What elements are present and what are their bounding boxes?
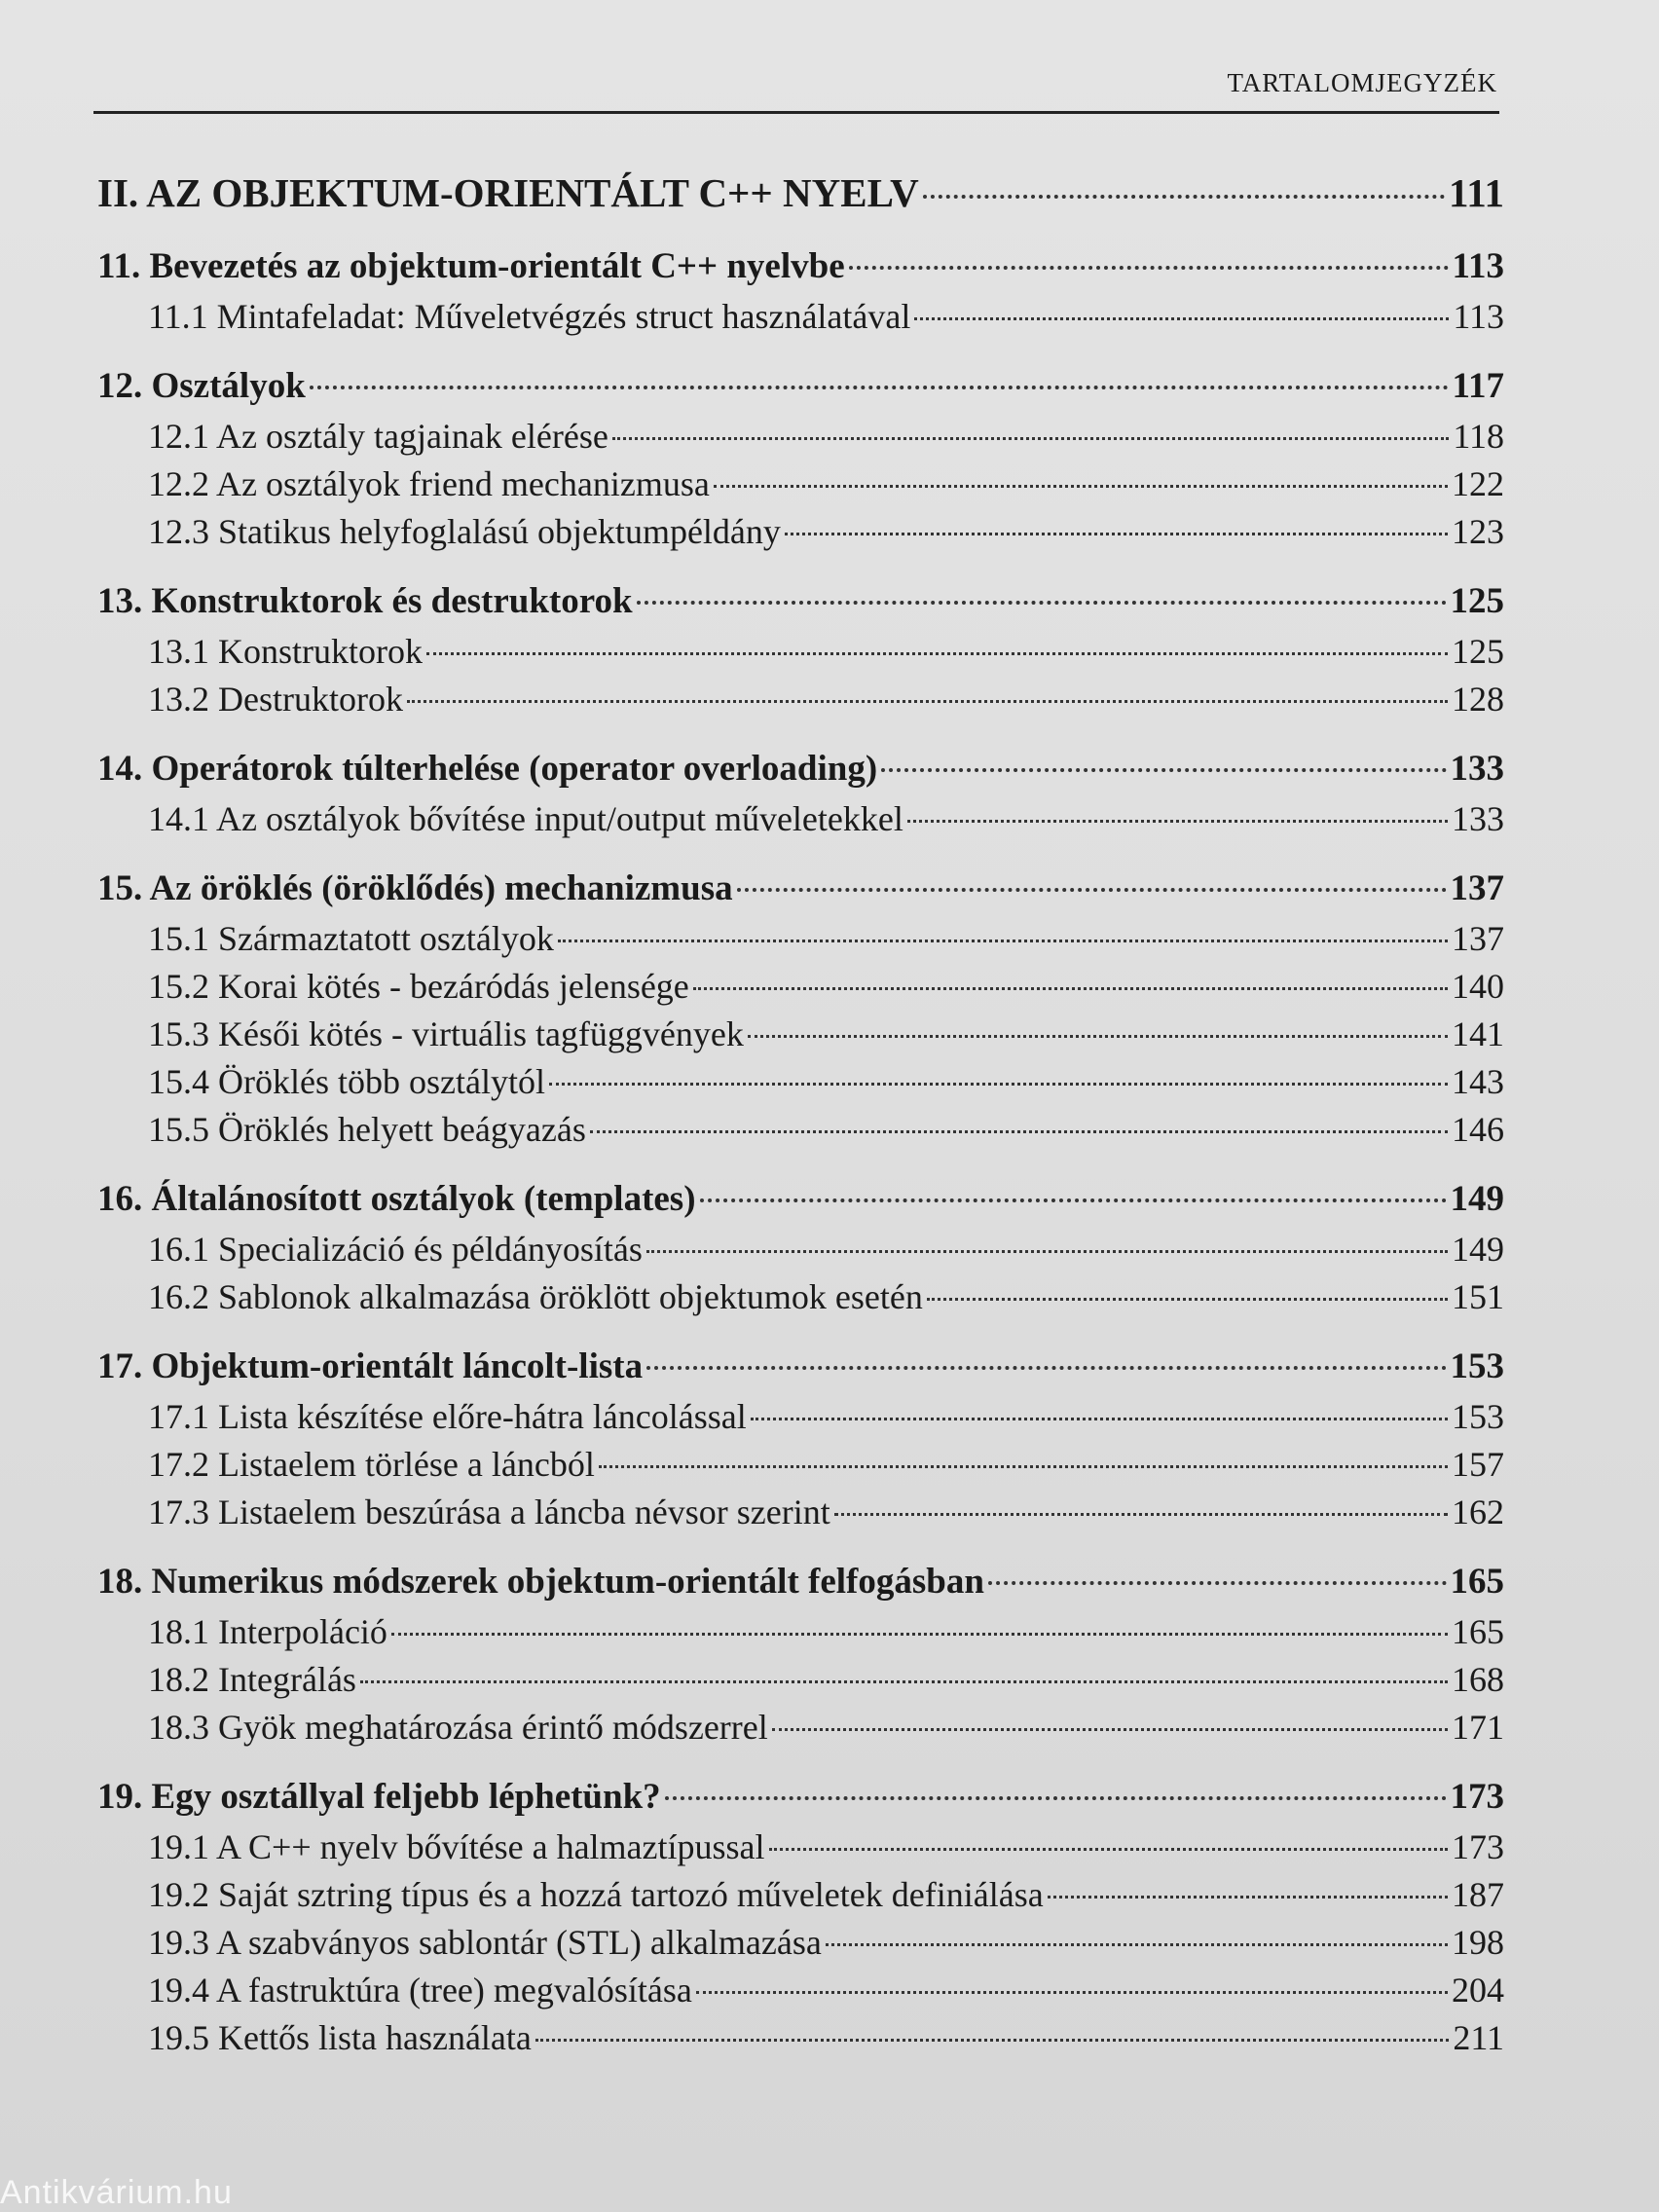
header-rule bbox=[93, 111, 1499, 114]
chapter-entry bbox=[97, 1561, 1504, 1611]
section-title: 12.1 Az osztály tagjainak elérése bbox=[148, 417, 608, 456]
leader-dots bbox=[751, 1418, 1448, 1420]
chapter-list bbox=[97, 245, 1504, 2065]
chapter-page-number: 149 bbox=[1450, 1179, 1504, 1219]
section-title: 13.2 Destruktorok bbox=[148, 680, 403, 719]
section-page-number: 133 bbox=[1452, 799, 1504, 838]
chapter-title: 15. Az öröklés (öröklődés) mechanizmusa bbox=[97, 868, 733, 908]
toc-chapter bbox=[97, 1178, 1504, 1324]
section-page-number: 125 bbox=[1452, 632, 1504, 671]
leader-dots bbox=[834, 1513, 1448, 1516]
leader-dots bbox=[849, 266, 1449, 270]
section-title: 16.2 Sablonok alkalmazása öröklött objektumok esetén bbox=[148, 1277, 923, 1316]
section-entry bbox=[97, 679, 1504, 726]
section-page-number: 128 bbox=[1452, 680, 1504, 719]
section-entry bbox=[97, 1492, 1504, 1539]
leader-dots bbox=[914, 317, 1449, 320]
section-entry bbox=[97, 1061, 1504, 1109]
section-entry bbox=[97, 1109, 1504, 1157]
chapter-page-number: 125 bbox=[1450, 581, 1504, 621]
part-title: II. AZ OBJEKTUM-ORIENTÁLT C++ NYELV bbox=[97, 170, 919, 215]
section-title: 15.1 Származtatott osztályok bbox=[148, 919, 554, 958]
section-page-number: 118 bbox=[1453, 417, 1504, 456]
section-entry bbox=[97, 1659, 1504, 1707]
chapter-entry bbox=[97, 580, 1504, 631]
section-page-number: 143 bbox=[1452, 1062, 1504, 1101]
section-title: 19.1 A C++ nyelv bővítése a halmaztípussal bbox=[148, 1827, 765, 1866]
leader-dots bbox=[558, 940, 1448, 942]
toc-chapter bbox=[97, 1561, 1504, 1754]
leader-dots bbox=[881, 768, 1446, 772]
chapter-page-number: 165 bbox=[1450, 1562, 1504, 1602]
section-page-number: 187 bbox=[1452, 1875, 1504, 1914]
section-entry bbox=[97, 1444, 1504, 1492]
chapter-page-number: 173 bbox=[1450, 1777, 1504, 1817]
chapter-title: 19. Egy osztállyal feljebb léphetünk? bbox=[97, 1777, 661, 1817]
leader-dots bbox=[785, 533, 1448, 535]
chapter-page-number: 153 bbox=[1450, 1346, 1504, 1386]
leader-dots bbox=[748, 1035, 1448, 1038]
section-page-number: 149 bbox=[1452, 1230, 1504, 1269]
chapter-entry bbox=[97, 748, 1504, 798]
section-page-number: 171 bbox=[1452, 1708, 1504, 1747]
section-title: 15.2 Korai kötés - bezáródás jelensége bbox=[148, 967, 689, 1006]
leader-dots bbox=[549, 1083, 1448, 1086]
section-entry bbox=[97, 1611, 1504, 1659]
section-title: 11.1 Mintafeladat: Műveletvégzés struct használatával bbox=[148, 297, 911, 336]
leader-dots bbox=[637, 601, 1447, 605]
section-entry bbox=[97, 296, 1504, 344]
section-title: 12.2 Az osztályok friend mechanizmusa bbox=[148, 464, 710, 503]
leader-dots bbox=[646, 1250, 1448, 1253]
section-title: 14.1 Az osztályok bővítése input/output műveletekkel bbox=[148, 799, 903, 838]
leader-dots bbox=[927, 1298, 1448, 1301]
section-entry bbox=[97, 463, 1504, 511]
part-heading bbox=[97, 169, 1504, 216]
section-page-number: 151 bbox=[1452, 1277, 1504, 1316]
chapter-title: 13. Konstruktorok és destruktorok bbox=[97, 581, 633, 621]
leader-dots bbox=[772, 1728, 1448, 1731]
leader-dots bbox=[665, 1796, 1447, 1800]
leader-dots bbox=[988, 1581, 1447, 1585]
leader-dots bbox=[1048, 1896, 1448, 1899]
section-entry bbox=[97, 798, 1504, 846]
leader-dots bbox=[590, 1130, 1448, 1133]
leader-dots bbox=[923, 195, 1445, 199]
table-of-contents bbox=[97, 169, 1504, 2086]
chapter-page-number: 117 bbox=[1452, 366, 1504, 406]
part-page-number: 111 bbox=[1449, 170, 1504, 215]
section-title: 19.4 A fastruktúra (tree) megvalósítása bbox=[148, 1971, 692, 2009]
section-entry bbox=[97, 1707, 1504, 1754]
leader-dots bbox=[769, 1848, 1448, 1851]
chapter-page-number: 133 bbox=[1450, 749, 1504, 789]
leader-dots bbox=[714, 485, 1448, 488]
section-page-number: 140 bbox=[1452, 967, 1504, 1006]
section-page-number: 123 bbox=[1452, 512, 1504, 551]
leader-dots bbox=[693, 987, 1448, 990]
section-entry bbox=[97, 1014, 1504, 1061]
section-entry bbox=[97, 966, 1504, 1014]
section-entry bbox=[97, 2017, 1504, 2065]
section-title: 17.3 Listaelem beszúrása a láncba névsor szerint bbox=[148, 1493, 830, 1531]
leader-dots bbox=[737, 888, 1447, 892]
leader-dots bbox=[535, 2039, 1449, 2042]
section-title: 15.4 Öröklés több osztálytól bbox=[148, 1062, 545, 1101]
section-title: 15.3 Késői kötés - virtuális tagfüggvények bbox=[148, 1014, 744, 1053]
chapter-page-number: 113 bbox=[1452, 246, 1504, 286]
toc-chapter bbox=[97, 365, 1504, 559]
leader-dots bbox=[612, 437, 1450, 440]
watermark: Antikvárium.hu bbox=[0, 2174, 233, 2211]
section-page-number: 198 bbox=[1452, 1923, 1504, 1962]
leader-dots bbox=[407, 700, 1448, 703]
section-title: 17.1 Lista készítése előre-hátra láncolással bbox=[148, 1397, 747, 1436]
section-entry bbox=[97, 1874, 1504, 1922]
leader-dots bbox=[391, 1633, 1448, 1636]
section-page-number: 137 bbox=[1452, 919, 1504, 958]
section-page-number: 153 bbox=[1452, 1397, 1504, 1436]
section-title: 17.2 Listaelem törlése a láncból bbox=[148, 1445, 595, 1484]
leader-dots bbox=[907, 820, 1448, 823]
section-title: 15.5 Öröklés helyett beágyazás bbox=[148, 1110, 586, 1149]
section-title: 12.3 Statikus helyfoglalású objektumpéldány bbox=[148, 512, 781, 551]
section-page-number: 168 bbox=[1452, 1660, 1504, 1699]
chapter-entry bbox=[97, 1776, 1504, 1826]
chapter-title: 16. Általánosított osztályok (templates) bbox=[97, 1179, 696, 1219]
section-title: 18.1 Interpoláció bbox=[148, 1612, 387, 1651]
section-title: 13.1 Konstruktorok bbox=[148, 632, 423, 671]
leader-dots bbox=[426, 652, 1448, 655]
section-title: 19.3 A szabványos sablontár (STL) alkalmazása bbox=[148, 1923, 822, 1962]
section-entry bbox=[97, 511, 1504, 559]
leader-dots bbox=[700, 1198, 1447, 1202]
toc-chapter bbox=[97, 1346, 1504, 1539]
chapter-page-number: 137 bbox=[1450, 868, 1504, 908]
chapter-title: 14. Operátorok túlterhelése (operator overloading) bbox=[97, 749, 878, 789]
section-entry bbox=[97, 1970, 1504, 2017]
section-page-number: 157 bbox=[1452, 1445, 1504, 1484]
section-title: 18.3 Gyök meghatározása érintő módszerrel bbox=[148, 1708, 768, 1747]
chapter-title: 18. Numerikus módszerek objektum-orientált felfogásban bbox=[97, 1562, 984, 1602]
section-page-number: 165 bbox=[1452, 1612, 1504, 1651]
section-page-number: 122 bbox=[1452, 464, 1504, 503]
chapter-entry bbox=[97, 245, 1504, 296]
running-head: TARTALOMJEGYZÉK bbox=[1227, 68, 1497, 97]
chapter-entry bbox=[97, 1178, 1504, 1229]
chapter-title: 12. Osztályok bbox=[97, 366, 306, 406]
leader-dots bbox=[646, 1366, 1446, 1370]
toc-chapter bbox=[97, 245, 1504, 344]
chapter-title: 11. Bevezetés az objektum-orientált C++ nyelvbe bbox=[97, 246, 845, 286]
section-page-number: 162 bbox=[1452, 1493, 1504, 1531]
section-page-number: 113 bbox=[1453, 297, 1504, 336]
section-title: 16.1 Specializáció és példányosítás bbox=[148, 1230, 643, 1269]
section-entry bbox=[97, 1396, 1504, 1444]
section-title: 19.5 Kettős lista használata bbox=[148, 2018, 532, 2057]
section-title: 19.2 Saját sztring típus és a hozzá tartozó műveletek definiálása bbox=[148, 1875, 1044, 1914]
toc-chapter bbox=[97, 580, 1504, 726]
section-entry bbox=[97, 918, 1504, 966]
section-page-number: 173 bbox=[1452, 1827, 1504, 1866]
section-entry bbox=[97, 1826, 1504, 1874]
leader-dots bbox=[360, 1680, 1448, 1683]
section-page-number: 146 bbox=[1452, 1110, 1504, 1149]
leader-dots bbox=[826, 1943, 1448, 1946]
section-page-number: 204 bbox=[1452, 1971, 1504, 2009]
section-entry bbox=[97, 1276, 1504, 1324]
leader-dots bbox=[310, 386, 1449, 389]
toc-chapter bbox=[97, 748, 1504, 846]
leader-dots bbox=[599, 1465, 1448, 1468]
chapter-entry bbox=[97, 1346, 1504, 1396]
toc-chapter bbox=[97, 1776, 1504, 2065]
leader-dots bbox=[696, 1991, 1448, 1994]
section-entry bbox=[97, 631, 1504, 679]
chapter-entry bbox=[97, 365, 1504, 416]
section-entry bbox=[97, 1229, 1504, 1276]
chapter-entry bbox=[97, 867, 1504, 918]
section-page-number: 211 bbox=[1453, 2018, 1504, 2057]
section-page-number: 141 bbox=[1452, 1014, 1504, 1053]
chapter-title: 17. Objektum-orientált láncolt-lista bbox=[97, 1346, 644, 1386]
section-entry bbox=[97, 416, 1504, 463]
section-title: 18.2 Integrálás bbox=[148, 1660, 356, 1699]
toc-chapter bbox=[97, 867, 1504, 1157]
section-entry bbox=[97, 1922, 1504, 1970]
